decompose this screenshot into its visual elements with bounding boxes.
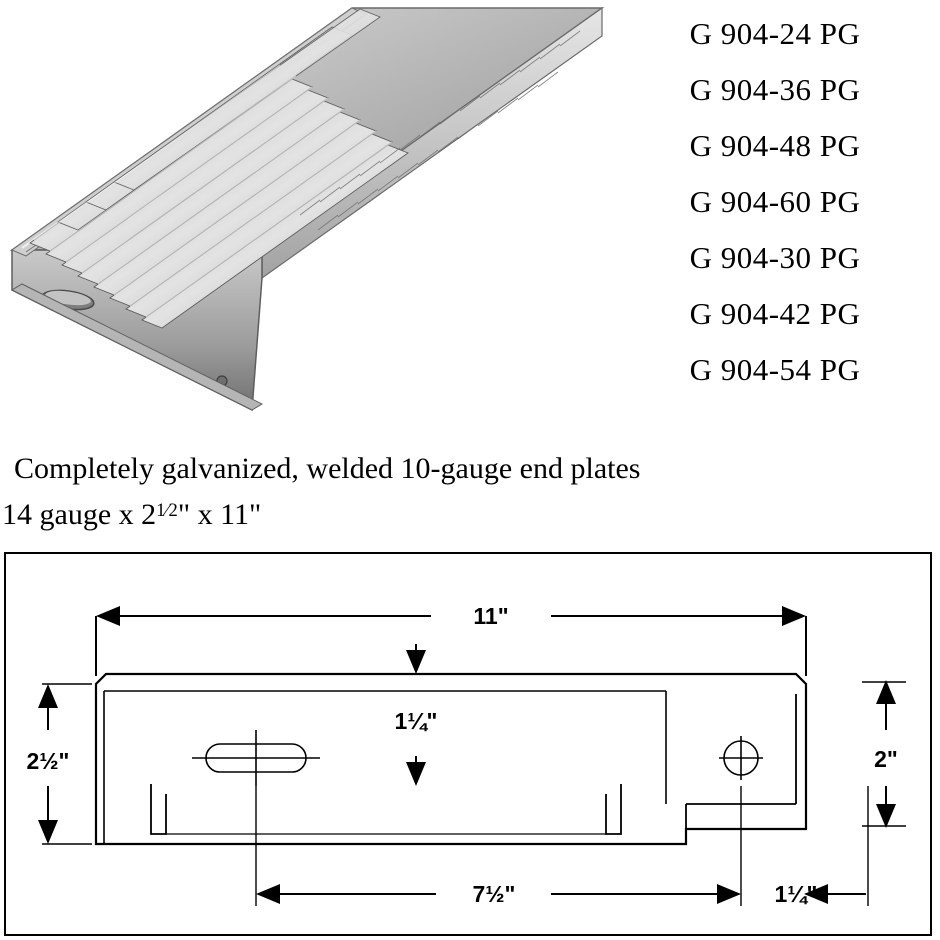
part-number-item: G 904-48 PG <box>689 128 861 163</box>
dimension-label-bottom-right: 1¼" <box>774 881 818 907</box>
caption-line-gauge <box>2 498 261 532</box>
tread-cross-section <box>96 674 806 844</box>
dimension-label-inner-offset: 1¼" <box>394 708 438 734</box>
caption-line-galvanized: Completely galvanized, welded 10-gauge end plates <box>14 452 641 485</box>
part-number-item: G 904-54 PG <box>689 352 861 387</box>
part-number-item: G 904-60 PG <box>689 184 861 219</box>
product-overview <box>0 0 940 430</box>
part-number-item: G 904-30 PG <box>689 240 861 275</box>
stair-tread-illustration <box>0 0 615 420</box>
dimension-label-bottom-span: 7½" <box>472 881 516 907</box>
part-number-item: G 904-36 PG <box>689 72 861 107</box>
caption-gauge-prefix: 14 gauge x 2 <box>2 498 157 531</box>
dimension-label-end-height: 2" <box>874 746 898 772</box>
product-photo <box>0 0 615 420</box>
caption-gauge-suffix: " x 11" <box>177 498 262 531</box>
dimension-label-overall-width: 11" <box>473 603 509 629</box>
technical-drawing <box>4 552 932 936</box>
dimension-overall-width <box>96 616 806 676</box>
part-number-list <box>615 6 935 398</box>
part-number-item: G 904-24 PG <box>689 16 861 51</box>
dimension-label-overall-height: 2½" <box>26 748 70 774</box>
caption-gauge-fraction: 1⁄2 <box>156 500 178 522</box>
part-number-item: G 904-42 PG <box>689 296 861 331</box>
